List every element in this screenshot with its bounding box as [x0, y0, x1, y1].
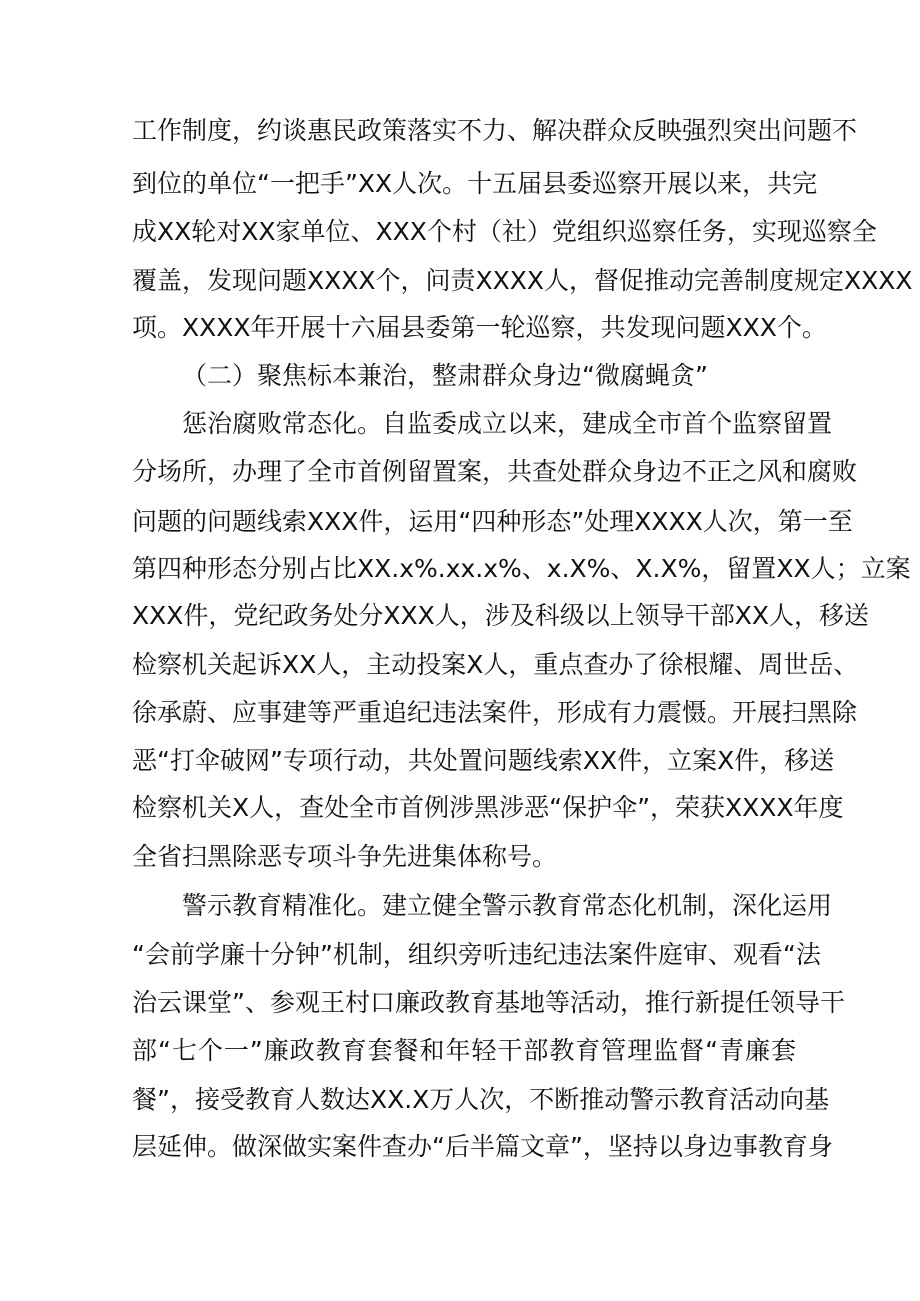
- text-line: “会前学廉十分钟”机制，组织旁听违纪违法案件庭审、观看“法: [132, 940, 821, 969]
- text-line: 全省扫黑除恶专项斗争先进集体称号。: [132, 842, 558, 871]
- text-line: 检察机关起诉XX人，主动投案X人，重点查办了徐根耀、周世岳、: [132, 650, 859, 679]
- text-line: 分场所，办理了全市首例留置案，共查处群众身边不正之风和腐败: [132, 457, 858, 486]
- text-line: 覆盖，发现问题XXXX个，问责XXXX人，督促推动完善制度规定XXXX: [132, 266, 913, 295]
- text-line: 第四种形态分别占比XX.x%.xx.x%、x.X%、X.X%，留置XX人；立案: [132, 554, 911, 583]
- text-line: 恶“打伞破网”专项行动，共处置问题线索XX件，立案X件，移送: [132, 746, 835, 775]
- text-line: 层延伸。做深做实案件查办“后半篇文章”，坚持以身边事教育身: [132, 1132, 833, 1161]
- text-line: 检察机关X人，查处全市首例涉黑涉恶“保护伞”，荣获XXXX年度: [132, 793, 844, 822]
- text-line: 到位的单位“一把手”XX人次。十五届县委巡察开展以来，共完: [132, 169, 818, 198]
- text-line: 治云课堂”、参观王村口廉政教育基地等活动，推行新提任领导干: [132, 988, 845, 1017]
- text-line: 部“七个一”廉政教育套餐和年轻干部教育管理监督“青廉套: [132, 1036, 796, 1065]
- text-line: 成XX轮对XX家单位、XXX个村（社）党组织巡察任务，实现巡察全: [132, 217, 877, 246]
- text-line: 工作制度，约谈惠民政策落实不力、解决群众反映强烈突出问题不: [132, 116, 858, 145]
- text-line: 问题的问题线索XXX件，运用“四种形态”处理XXXX人次，第一至: [132, 507, 853, 536]
- text-line: 项。XXXX年开展十六届县委第一轮巡察，共发现问题XXX个。: [132, 313, 827, 342]
- text-line: 徐承蔚、应事建等严重追纪违法案件，形成有力震慑。开展扫黑除: [132, 698, 858, 727]
- text-line: XXX件，党纪政务处分XXX人，涉及科级以上领导干部XX人，移送: [132, 601, 870, 630]
- paragraph-first-line: 惩治腐败常态化。自监委成立以来，建成全市首个监察留置: [182, 409, 833, 438]
- section-heading: （二）聚焦标本兼治，整肃群众身边“微腐蝇贪”: [182, 361, 708, 390]
- text-line: 餐”，接受教育人数达XX.X万人次，不断推动警示教育活动向基: [132, 1085, 830, 1114]
- paragraph-first-line: 警示教育精准化。建立健全警示教育常态化机制，深化运用: [182, 891, 833, 920]
